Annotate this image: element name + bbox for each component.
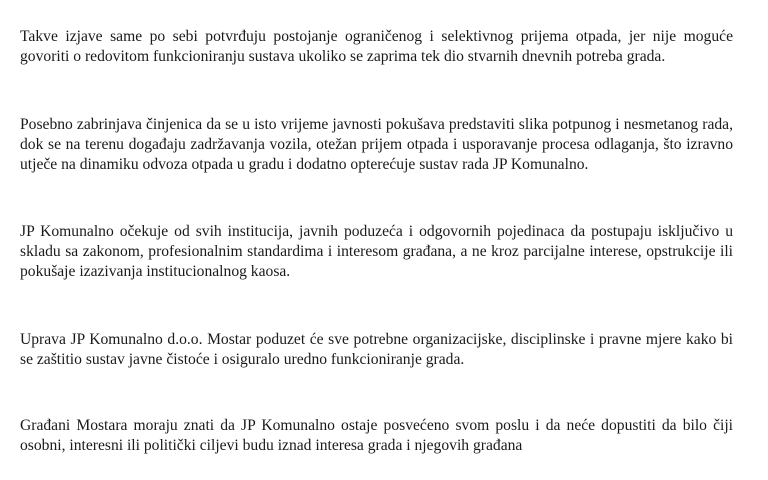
paragraph-1: Takve izjave same po sebi potvrđuju postojanje ograničenog i selektivnog prijema otpada, jer nije moguće govoriti o redovitom funkcioniranju sustava ukoliko se zaprima tek dio stvarnih dnevnih potreba grada. (20, 28, 733, 65)
paragraph-3: JP Komunalno očekuje od svih institucija, javnih poduzeća i odgovornih pojedinaca da postupaju isključivo u skladu sa zakonom, profesionalnim standardima i interesom građana, a ne kroz parcijalne interese, opstrukcije ili pokušaje izazivanja institucionalnog kaosa. (20, 223, 733, 280)
paragraph-4: Uprava JP Komunalno d.o.o. Mostar poduzet će sve potrebne organizacijske, disciplinske i pravne mjere kako bi se zaštitio sustav javne čistoće i osiguralo uredno funkcioniranje grada. (20, 331, 733, 368)
paragraph-5: Građani Mostara moraju znati da JP Komunalno ostaje posvećeno svom poslu i da neće dopustiti da bilo čiji osobni, interesni ili politički ciljevi budu iznad interesa grada i njegovih građana (20, 417, 733, 454)
paragraph-2: Posebno zabrinjava činjenica da se u isto vrijeme javnosti pokušava predstaviti slika potpunog i nesmetanog rada, dok se na terenu događaju zadržavanja vozila, otežan prijem otpada i usporavanje procesa odlaganja, što izravno utječe na dinamiku odvoza otpada u gradu i dodatno opterećuje sustav rada JP Komunalno. (20, 116, 733, 173)
